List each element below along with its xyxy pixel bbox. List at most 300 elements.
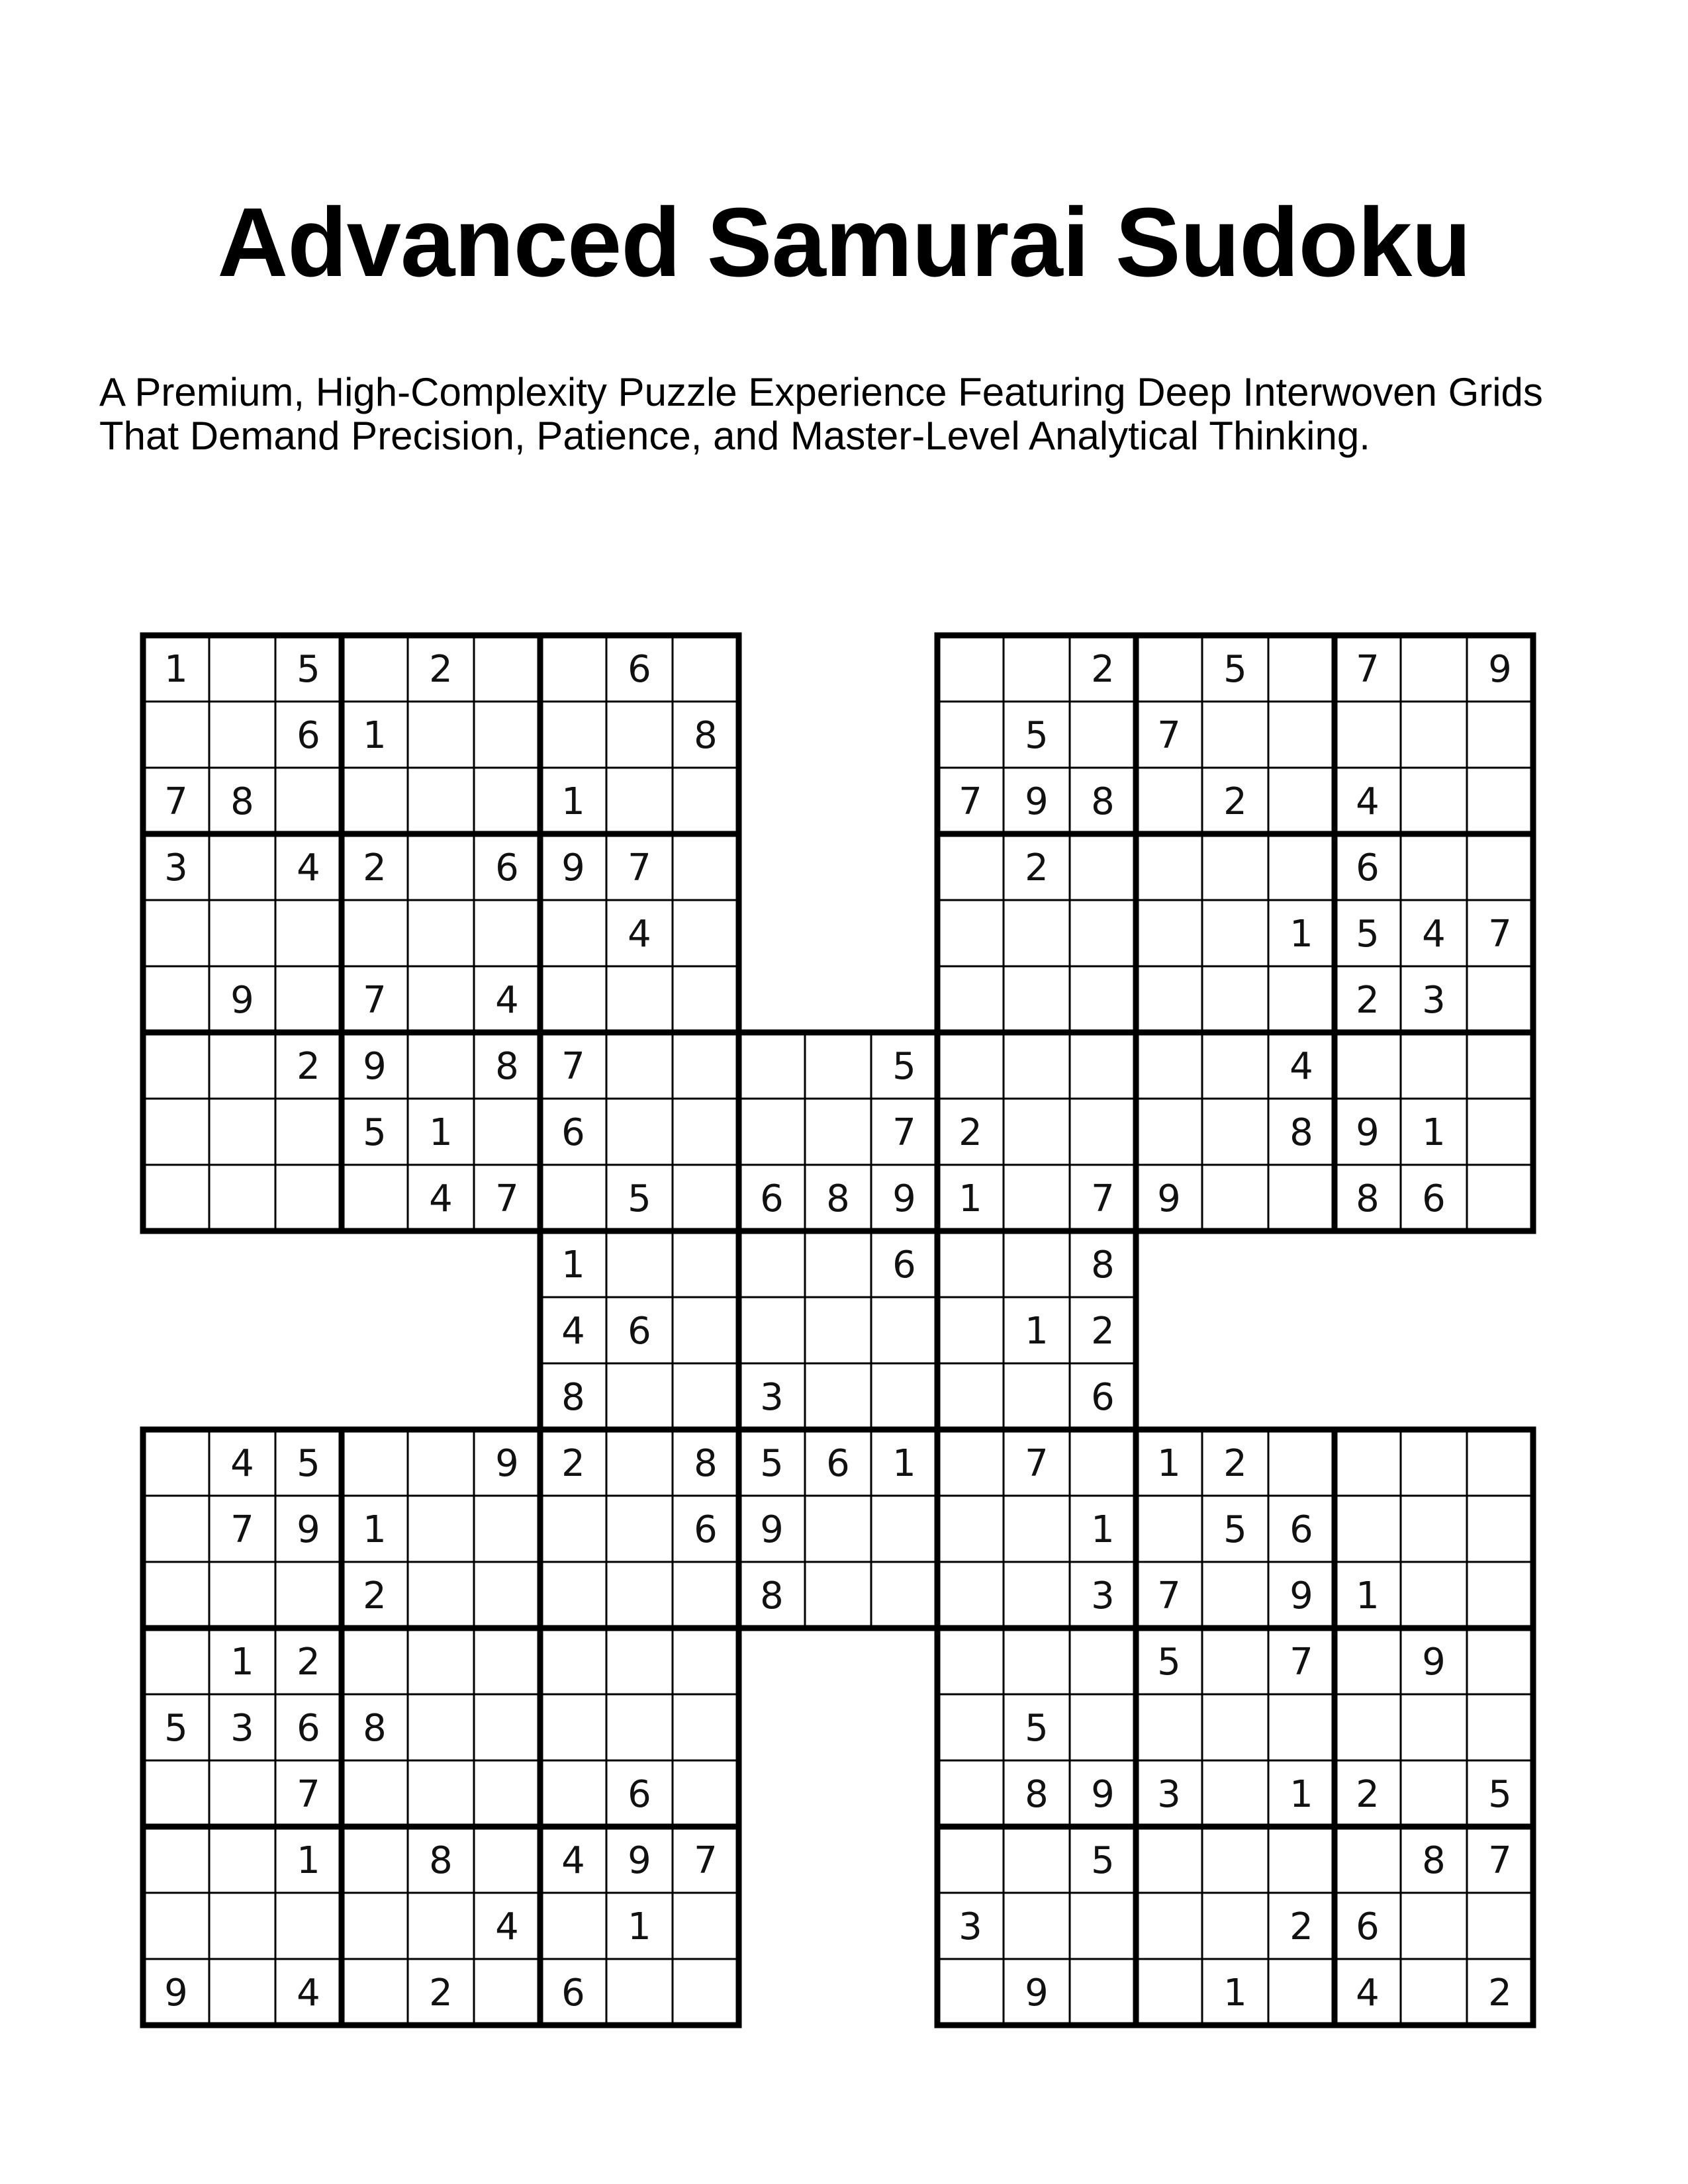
sudoku-cell[interactable] — [408, 834, 474, 900]
cell-value: 9 — [1025, 1972, 1049, 2015]
sudoku-cell[interactable] — [606, 1032, 673, 1099]
cell-value: 1 — [429, 1111, 453, 1154]
sudoku-cell[interactable] — [540, 635, 606, 702]
sudoku-cell[interactable] — [143, 1496, 209, 1562]
sudoku-cell[interactable] — [1202, 702, 1268, 768]
sudoku-cell[interactable] — [474, 635, 540, 702]
sudoku-cell[interactable] — [805, 1032, 871, 1099]
cell-value: 9 — [1091, 1773, 1115, 1816]
sudoku-cell[interactable] — [1004, 1165, 1070, 1231]
cell-value: 5 — [628, 1177, 651, 1220]
sudoku-cell[interactable] — [275, 1893, 342, 1959]
sudoku-cell[interactable] — [1136, 834, 1202, 900]
sudoku-cell[interactable] — [1335, 1694, 1401, 1760]
sudoku-cell[interactable] — [275, 966, 342, 1032]
sudoku-cell[interactable] — [275, 1099, 342, 1165]
sudoku-cell[interactable] — [1401, 1430, 1467, 1496]
sudoku-cell[interactable] — [1136, 1959, 1202, 2025]
sudoku-cell[interactable] — [1004, 1827, 1070, 1893]
sudoku-cell[interactable] — [408, 900, 474, 966]
cell-value: 8 — [230, 780, 254, 823]
sudoku-cell[interactable] — [937, 834, 1004, 900]
cell-value: 7 — [363, 979, 387, 1022]
sudoku-cell[interactable] — [1401, 635, 1467, 702]
cell-value: 7 — [694, 1839, 718, 1882]
sudoku-cell[interactable] — [209, 1099, 275, 1165]
sudoku-cell[interactable] — [1268, 1959, 1335, 2025]
sudoku-cell[interactable] — [805, 1099, 871, 1165]
sudoku-cell[interactable] — [1401, 1032, 1467, 1099]
sudoku-cell[interactable] — [1401, 768, 1467, 834]
cell-value: 8 — [1091, 1244, 1115, 1287]
sudoku-cell[interactable] — [143, 1032, 209, 1099]
sudoku-cell[interactable] — [209, 1562, 275, 1628]
cell-value: 2 — [1223, 1442, 1247, 1485]
sudoku-cell[interactable] — [805, 1496, 871, 1562]
cell-value: 8 — [495, 1045, 519, 1088]
sudoku-cell[interactable] — [1202, 900, 1268, 966]
sudoku-cell[interactable] — [342, 635, 408, 702]
sudoku-cell[interactable] — [540, 1165, 606, 1231]
sudoku-cell[interactable] — [1467, 966, 1533, 1032]
sudoku-cell[interactable] — [474, 900, 540, 966]
sudoku-cell[interactable] — [1070, 1099, 1136, 1165]
sudoku-cell[interactable] — [143, 1760, 209, 1827]
cell-value: 7 — [1356, 648, 1380, 691]
sudoku-cell[interactable] — [342, 1959, 408, 2025]
sudoku-cell[interactable] — [540, 1496, 606, 1562]
sudoku-cell[interactable] — [1202, 1827, 1268, 1893]
sudoku-cell[interactable] — [408, 1760, 474, 1827]
sudoku-cell[interactable] — [937, 702, 1004, 768]
sudoku-cell[interactable] — [1467, 1165, 1533, 1231]
sudoku-cell[interactable] — [805, 1363, 871, 1430]
cell-value: 5 — [1223, 1508, 1247, 1551]
sudoku-cell[interactable] — [1070, 1893, 1136, 1959]
sudoku-cell[interactable] — [1268, 1827, 1335, 1893]
cell-value: 8 — [826, 1177, 850, 1220]
sudoku-cell[interactable] — [937, 1760, 1004, 1827]
cell-value: 6 — [694, 1508, 718, 1551]
sudoku-cell[interactable] — [937, 1959, 1004, 2025]
sudoku-cell[interactable] — [673, 1562, 739, 1628]
cell-value: 6 — [1422, 1177, 1446, 1220]
cell-value: 4 — [561, 1310, 585, 1353]
cell-value: 7 — [164, 780, 188, 823]
cell-value: 7 — [892, 1111, 916, 1154]
sudoku-cell[interactable] — [342, 1430, 408, 1496]
sudoku-cell[interactable] — [1136, 900, 1202, 966]
sudoku-cell[interactable] — [143, 1893, 209, 1959]
sudoku-cell[interactable] — [1467, 1032, 1533, 1099]
sudoku-cell[interactable] — [1268, 768, 1335, 834]
sudoku-cell[interactable] — [342, 1827, 408, 1893]
sudoku-cell[interactable] — [1335, 1496, 1401, 1562]
sudoku-cell[interactable] — [606, 966, 673, 1032]
sudoku-cell[interactable] — [474, 1496, 540, 1562]
cell-value: 5 — [892, 1045, 916, 1088]
sudoku-cell[interactable] — [1268, 966, 1335, 1032]
sudoku-cell[interactable] — [606, 702, 673, 768]
sudoku-cell[interactable] — [540, 1694, 606, 1760]
sudoku-cell[interactable] — [474, 1760, 540, 1827]
sudoku-cell[interactable] — [871, 1297, 937, 1363]
sudoku-cell[interactable] — [540, 900, 606, 966]
sudoku-cell[interactable] — [1136, 1893, 1202, 1959]
sudoku-cell[interactable] — [1004, 1562, 1070, 1628]
sudoku-cell[interactable] — [342, 768, 408, 834]
cell-value: 9 — [760, 1508, 784, 1551]
sudoku-cell[interactable] — [937, 1562, 1004, 1628]
sudoku-cell[interactable] — [937, 1231, 1004, 1297]
sudoku-cell[interactable] — [1268, 1694, 1335, 1760]
sudoku-cell[interactable] — [1401, 1694, 1467, 1760]
cell-value: 4 — [495, 1905, 519, 1948]
sudoku-cell[interactable] — [1335, 1430, 1401, 1496]
sudoku-cell[interactable] — [937, 1628, 1004, 1694]
sudoku-cell[interactable] — [805, 1562, 871, 1628]
sudoku-cell[interactable] — [1202, 1893, 1268, 1959]
sudoku-cell[interactable] — [342, 1893, 408, 1959]
cell-value: 4 — [1289, 1045, 1313, 1088]
sudoku-cell[interactable] — [673, 834, 739, 900]
cell-value: 9 — [363, 1045, 387, 1088]
cell-value: 4 — [495, 979, 519, 1022]
sudoku-cell[interactable] — [408, 966, 474, 1032]
sudoku-cell[interactable] — [1401, 1562, 1467, 1628]
sudoku-cell[interactable] — [408, 1430, 474, 1496]
sudoku-cell[interactable] — [474, 1628, 540, 1694]
sudoku-cell[interactable] — [673, 1165, 739, 1231]
sudoku-cell[interactable] — [342, 1760, 408, 1827]
sudoku-cell[interactable] — [1004, 635, 1070, 702]
sudoku-cell[interactable] — [739, 1099, 805, 1165]
sudoku-cell[interactable] — [1004, 1496, 1070, 1562]
cell-value: 2 — [1091, 648, 1115, 691]
sudoku-cell[interactable] — [805, 1297, 871, 1363]
sudoku-cell[interactable] — [606, 1099, 673, 1165]
sudoku-cell[interactable] — [937, 1827, 1004, 1893]
sudoku-cell[interactable] — [1401, 1959, 1467, 2025]
sudoku-cell[interactable] — [1467, 702, 1533, 768]
sudoku-cell[interactable] — [143, 1628, 209, 1694]
sudoku-cell[interactable] — [937, 1297, 1004, 1363]
cell-value: 3 — [164, 846, 188, 889]
sudoku-cell[interactable] — [1004, 1628, 1070, 1694]
cell-value: 2 — [1223, 780, 1247, 823]
sudoku-cell[interactable] — [606, 1430, 673, 1496]
sudoku-cell[interactable] — [209, 900, 275, 966]
sudoku-cell[interactable] — [408, 702, 474, 768]
sudoku-cell[interactable] — [739, 1032, 805, 1099]
cell-value: 9 — [164, 1972, 188, 2015]
sudoku-cell[interactable] — [209, 1165, 275, 1231]
sudoku-cell[interactable] — [209, 834, 275, 900]
sudoku-cell[interactable] — [1467, 768, 1533, 834]
sudoku-cell[interactable] — [1467, 834, 1533, 900]
sudoku-cell[interactable] — [871, 1562, 937, 1628]
sudoku-cell[interactable] — [606, 1231, 673, 1297]
sudoku-cell[interactable] — [1467, 1099, 1533, 1165]
cell-value: 5 — [1157, 1641, 1181, 1684]
cell-value: 2 — [429, 1972, 453, 2015]
sudoku-cell[interactable] — [275, 768, 342, 834]
sudoku-cell[interactable] — [1467, 1562, 1533, 1628]
sudoku-cell[interactable] — [1136, 1099, 1202, 1165]
sudoku-cell[interactable] — [209, 1893, 275, 1959]
sudoku-cell[interactable] — [606, 1628, 673, 1694]
sudoku-cell[interactable] — [1467, 1430, 1533, 1496]
sudoku-cell[interactable] — [1401, 702, 1467, 768]
sudoku-cell[interactable] — [143, 1099, 209, 1165]
sudoku-cell[interactable] — [275, 1562, 342, 1628]
sudoku-cell[interactable] — [1004, 1099, 1070, 1165]
sudoku-cell[interactable] — [673, 635, 739, 702]
sudoku-cell[interactable] — [540, 1893, 606, 1959]
cell-value: 9 — [230, 979, 254, 1022]
sudoku-cell[interactable] — [673, 1760, 739, 1827]
sudoku-cell[interactable] — [1202, 1760, 1268, 1827]
sudoku-cell[interactable] — [606, 1959, 673, 2025]
cell-value: 4 — [561, 1839, 585, 1882]
sudoku-cell[interactable] — [540, 1562, 606, 1628]
sudoku-cell[interactable] — [1202, 1099, 1268, 1165]
sudoku-cell[interactable] — [673, 1297, 739, 1363]
sudoku-cell[interactable] — [1202, 1165, 1268, 1231]
sudoku-cell[interactable] — [209, 1827, 275, 1893]
sudoku-cell[interactable] — [937, 1032, 1004, 1099]
sudoku-cell[interactable] — [1467, 1496, 1533, 1562]
cell-value: 6 — [760, 1177, 784, 1220]
sudoku-cell[interactable] — [1070, 1628, 1136, 1694]
sudoku-cell[interactable] — [474, 1827, 540, 1893]
cell-value: 2 — [1356, 979, 1380, 1022]
cell-value: 5 — [1025, 1707, 1049, 1750]
sudoku-cell[interactable] — [1136, 1496, 1202, 1562]
sudoku-cell[interactable] — [408, 1496, 474, 1562]
cell-value: 2 — [363, 846, 387, 889]
cell-value: 7 — [1289, 1641, 1313, 1684]
sudoku-cell[interactable] — [673, 1628, 739, 1694]
sudoku-cell[interactable] — [1268, 1430, 1335, 1496]
sudoku-cell[interactable] — [408, 768, 474, 834]
cell-value: 9 — [1422, 1641, 1446, 1684]
sudoku-cell[interactable] — [1335, 702, 1401, 768]
sudoku-cell[interactable] — [209, 1760, 275, 1827]
cell-value: 1 — [1289, 1773, 1313, 1816]
cell-value: 9 — [561, 846, 585, 889]
sudoku-cell[interactable] — [1268, 834, 1335, 900]
cell-value: 4 — [297, 1972, 320, 2015]
sudoku-cell[interactable] — [673, 966, 739, 1032]
sudoku-cell[interactable] — [209, 1032, 275, 1099]
sudoku-cell[interactable] — [1467, 1893, 1533, 1959]
sudoku-cell[interactable] — [474, 1959, 540, 2025]
sudoku-cell[interactable] — [937, 1496, 1004, 1562]
sudoku-cell[interactable] — [937, 1430, 1004, 1496]
sudoku-cell[interactable] — [1401, 1496, 1467, 1562]
cell-value: 1 — [164, 648, 188, 691]
sudoku-cell[interactable] — [143, 1165, 209, 1231]
cell-value: 7 — [230, 1508, 254, 1551]
cell-value: 2 — [429, 648, 453, 691]
cell-value: 2 — [297, 1045, 320, 1088]
sudoku-cell[interactable] — [1004, 1032, 1070, 1099]
sudoku-cell[interactable] — [673, 1959, 739, 2025]
cell-value: 3 — [230, 1707, 254, 1750]
sudoku-cell[interactable] — [1136, 1032, 1202, 1099]
sudoku-cell[interactable] — [1136, 1694, 1202, 1760]
cell-value: 9 — [1356, 1111, 1380, 1154]
sudoku-cell[interactable] — [606, 768, 673, 834]
sudoku-cell[interactable] — [606, 1562, 673, 1628]
sudoku-cell[interactable] — [1070, 966, 1136, 1032]
sudoku-cell[interactable] — [1070, 1694, 1136, 1760]
sudoku-cell[interactable] — [1202, 1628, 1268, 1694]
sudoku-cell[interactable] — [805, 1231, 871, 1297]
sudoku-cell[interactable] — [1004, 1363, 1070, 1430]
cell-value: 3 — [1422, 979, 1446, 1022]
sudoku-cell[interactable] — [937, 966, 1004, 1032]
sudoku-cell[interactable] — [937, 1694, 1004, 1760]
cell-value: 5 — [1223, 648, 1247, 691]
sudoku-cell[interactable] — [1070, 900, 1136, 966]
page-title: Advanced Samurai Sudoku — [217, 188, 1471, 297]
sudoku-cell[interactable] — [1004, 900, 1070, 966]
cell-value: 2 — [1356, 1773, 1380, 1816]
sudoku-cell[interactable] — [1136, 768, 1202, 834]
sudoku-cell[interactable] — [474, 702, 540, 768]
sudoku-cell[interactable] — [937, 900, 1004, 966]
sudoku-cell[interactable] — [143, 1430, 209, 1496]
sudoku-cell[interactable] — [275, 1165, 342, 1231]
sudoku-cell[interactable] — [1335, 1628, 1401, 1694]
sudoku-cell[interactable] — [1268, 635, 1335, 702]
sudoku-cell[interactable] — [673, 1032, 739, 1099]
sudoku-cell[interactable] — [408, 1694, 474, 1760]
sudoku-cell[interactable] — [408, 1562, 474, 1628]
sudoku-cell[interactable] — [1004, 1893, 1070, 1959]
sudoku-cell[interactable] — [1401, 1893, 1467, 1959]
sudoku-cell[interactable] — [540, 1628, 606, 1694]
sudoku-cell[interactable] — [342, 1628, 408, 1694]
sudoku-cell[interactable] — [606, 1363, 673, 1430]
cell-value: 7 — [495, 1177, 519, 1220]
cell-value: 9 — [892, 1177, 916, 1220]
sudoku-cell[interactable] — [1202, 966, 1268, 1032]
sudoku-cell[interactable] — [673, 1893, 739, 1959]
sudoku-cell[interactable] — [606, 1694, 673, 1760]
sudoku-cell[interactable] — [143, 966, 209, 1032]
sudoku-cell[interactable] — [871, 1496, 937, 1562]
sudoku-cell[interactable] — [1335, 1032, 1401, 1099]
sudoku-cell[interactable] — [408, 1893, 474, 1959]
sudoku-cell[interactable] — [1070, 1430, 1136, 1496]
sudoku-cell[interactable] — [673, 1694, 739, 1760]
sudoku-cell[interactable] — [1202, 1694, 1268, 1760]
cell-value: 8 — [1025, 1773, 1049, 1816]
cell-value: 5 — [164, 1707, 188, 1750]
cell-value: 6 — [1091, 1376, 1115, 1419]
sudoku-cell[interactable] — [408, 1032, 474, 1099]
sudoku-cell[interactable] — [540, 1760, 606, 1827]
sudoku-cell[interactable] — [1136, 966, 1202, 1032]
cell-value: 1 — [1223, 1972, 1247, 2015]
cell-value: 8 — [1289, 1111, 1313, 1154]
sudoku-cell[interactable] — [1335, 1827, 1401, 1893]
sudoku-cell[interactable] — [1268, 1165, 1335, 1231]
sudoku-cell[interactable] — [937, 635, 1004, 702]
sudoku-cell[interactable] — [143, 1827, 209, 1893]
sudoku-cell[interactable] — [1401, 834, 1467, 900]
sudoku-cell[interactable] — [1467, 1628, 1533, 1694]
sudoku-cell[interactable] — [673, 768, 739, 834]
sudoku-cell[interactable] — [1202, 834, 1268, 900]
cell-value: 8 — [429, 1839, 453, 1882]
sudoku-cell[interactable] — [540, 702, 606, 768]
cell-value: 2 — [1289, 1905, 1313, 1948]
sudoku-cell[interactable] — [1467, 1694, 1533, 1760]
cell-value: 8 — [1091, 780, 1115, 823]
sudoku-cell[interactable] — [143, 900, 209, 966]
sudoku-cell[interactable] — [342, 1165, 408, 1231]
sudoku-cell[interactable] — [209, 702, 275, 768]
sudoku-cell[interactable] — [1070, 834, 1136, 900]
sudoku-cell[interactable] — [871, 1363, 937, 1430]
sudoku-cell[interactable] — [1268, 702, 1335, 768]
sudoku-cell[interactable] — [1070, 1959, 1136, 2025]
sudoku-cell[interactable] — [606, 1496, 673, 1562]
sudoku-cell[interactable] — [673, 1363, 739, 1430]
sudoku-cell[interactable] — [474, 1562, 540, 1628]
sudoku-cell[interactable] — [143, 702, 209, 768]
sudoku-cell[interactable] — [739, 1297, 805, 1363]
sudoku-cell[interactable] — [1202, 1562, 1268, 1628]
sudoku-cell[interactable] — [209, 635, 275, 702]
sudoku-cell[interactable] — [1070, 1032, 1136, 1099]
sudoku-cell[interactable] — [1070, 702, 1136, 768]
sudoku-cell[interactable] — [1202, 1032, 1268, 1099]
sudoku-cell[interactable] — [474, 768, 540, 834]
sudoku-cell[interactable] — [1136, 635, 1202, 702]
sudoku-cell[interactable] — [1004, 966, 1070, 1032]
sudoku-cell[interactable] — [673, 1099, 739, 1165]
sudoku-cell[interactable] — [673, 900, 739, 966]
sudoku-cell[interactable] — [275, 900, 342, 966]
sudoku-cell[interactable] — [1401, 1760, 1467, 1827]
sudoku-cell[interactable] — [474, 1694, 540, 1760]
cell-value: 7 — [959, 780, 982, 823]
cell-value: 7 — [1025, 1442, 1049, 1485]
cell-value: 4 — [628, 913, 651, 956]
cell-value: 5 — [363, 1111, 387, 1154]
sudoku-cell[interactable] — [673, 1231, 739, 1297]
sudoku-cell[interactable] — [474, 1099, 540, 1165]
cell-value: 2 — [1488, 1972, 1512, 2015]
sudoku-cell[interactable] — [342, 900, 408, 966]
cell-value: 6 — [628, 1310, 651, 1353]
sudoku-cell[interactable] — [1004, 1231, 1070, 1297]
sudoku-cell[interactable] — [937, 1363, 1004, 1430]
sudoku-cell[interactable] — [540, 966, 606, 1032]
sudoku-cell[interactable] — [408, 1628, 474, 1694]
sudoku-cell[interactable] — [1136, 1827, 1202, 1893]
sudoku-cell[interactable] — [143, 1562, 209, 1628]
cell-value: 7 — [1157, 1574, 1181, 1617]
cell-value: 6 — [826, 1442, 850, 1485]
sudoku-cell[interactable] — [209, 1959, 275, 2025]
sudoku-cell[interactable] — [739, 1231, 805, 1297]
